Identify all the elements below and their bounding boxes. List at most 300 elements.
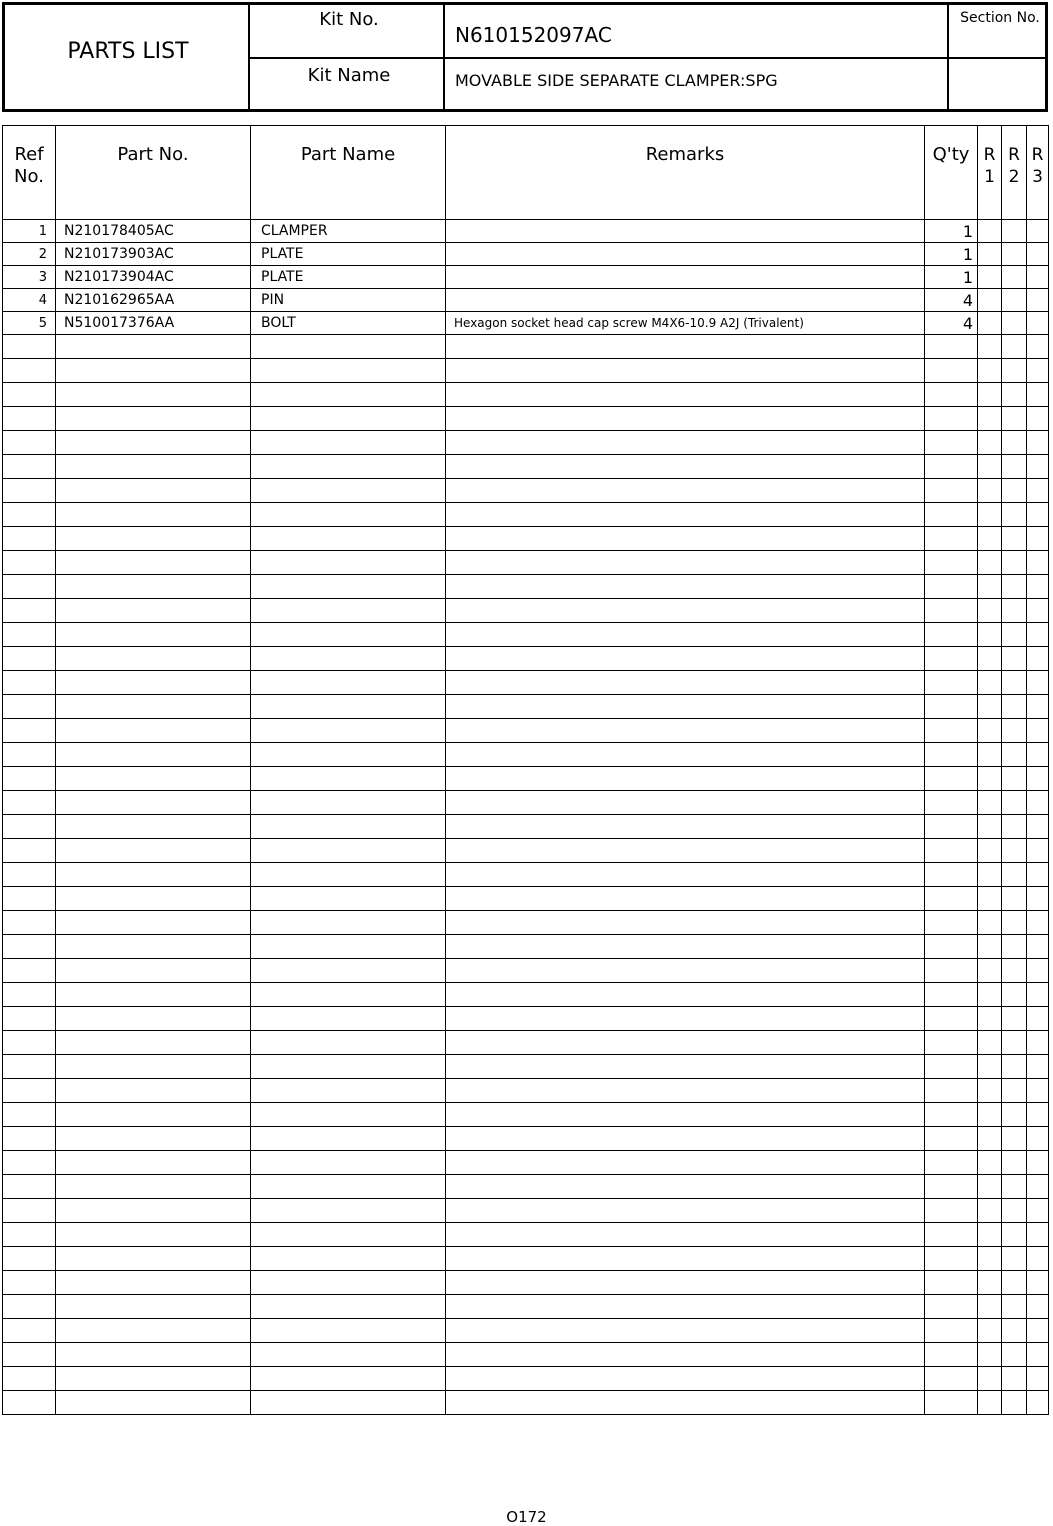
cell-qty <box>925 1175 978 1199</box>
cell-r2 <box>1002 647 1027 671</box>
cell-part-no <box>56 1055 251 1079</box>
cell-remarks <box>446 551 925 575</box>
cell-r1 <box>978 1367 1002 1391</box>
cell-remarks <box>446 647 925 671</box>
cell-r2 <box>1002 959 1027 983</box>
cell-part-name <box>251 575 446 599</box>
cell-r2 <box>1002 863 1027 887</box>
cell-part-no <box>56 1247 251 1271</box>
col-header-r3 <box>1027 126 1049 220</box>
cell-r3 <box>1027 1175 1049 1199</box>
cell-part-no <box>56 983 251 1007</box>
cell-r3 <box>1027 719 1049 743</box>
cell-remarks <box>446 1223 925 1247</box>
cell-qty <box>925 767 978 791</box>
empty-table-row <box>3 575 1049 599</box>
cell-r2 <box>1002 599 1027 623</box>
cell-r1 <box>978 767 1002 791</box>
cell-qty <box>925 791 978 815</box>
cell-part-name <box>251 1079 446 1103</box>
empty-table-row <box>3 983 1049 1007</box>
cell-r1 <box>978 935 1002 959</box>
cell-r1 <box>978 527 1002 551</box>
cell-remarks <box>446 1127 925 1151</box>
cell-qty <box>925 815 978 839</box>
cell-r1 <box>978 1247 1002 1271</box>
cell-part-name <box>251 623 446 647</box>
col-header-part-no: Part No. <box>56 126 251 220</box>
cell-part-name <box>251 527 446 551</box>
cell-r1 <box>978 1175 1002 1199</box>
cell-r2 <box>1002 1199 1027 1223</box>
cell-part-no <box>56 887 251 911</box>
cell-part-no <box>56 839 251 863</box>
col-header-r2-line1: R <box>1008 145 1020 165</box>
cell-r3 <box>1027 1343 1049 1367</box>
cell-qty <box>925 1007 978 1031</box>
cell-part-no <box>56 863 251 887</box>
empty-table-row <box>3 1367 1049 1391</box>
cell-remarks <box>446 1103 925 1127</box>
cell-part-name <box>251 863 446 887</box>
cell-part-name <box>251 839 446 863</box>
cell-part-name <box>251 455 446 479</box>
cell-r3 <box>1027 887 1049 911</box>
page-title: PARTS LIST <box>67 38 189 64</box>
cell-r3 <box>1027 695 1049 719</box>
cell-r3 <box>1027 647 1049 671</box>
cell-r2 <box>1002 1319 1027 1343</box>
parts-table-body <box>3 220 1049 1415</box>
cell-r2 <box>1002 575 1027 599</box>
cell-remarks <box>446 266 925 289</box>
cell-r2 <box>1002 1175 1027 1199</box>
cell-r2 <box>1002 671 1027 695</box>
cell-r1 <box>978 1151 1002 1175</box>
cell-ref-no: 3 <box>3 266 56 289</box>
cell-part-no <box>56 383 251 407</box>
empty-table-row <box>3 1343 1049 1367</box>
cell-qty <box>925 455 978 479</box>
col-header-r1-line2: 1 <box>984 167 995 187</box>
cell-r1 <box>978 719 1002 743</box>
cell-r1 <box>978 743 1002 767</box>
cell-part-name <box>251 479 446 503</box>
cell-remarks <box>446 1055 925 1079</box>
cell-r1 <box>978 647 1002 671</box>
empty-table-row <box>3 1271 1049 1295</box>
cell-r3 <box>1027 431 1049 455</box>
col-header-ref <box>3 126 56 220</box>
cell-remarks <box>446 887 925 911</box>
cell-r2 <box>1002 743 1027 767</box>
cell-qty <box>925 839 978 863</box>
cell-ref-no <box>3 1223 56 1247</box>
cell-ref-no <box>3 863 56 887</box>
cell-qty <box>925 527 978 551</box>
cell-ref-no: 4 <box>3 289 56 312</box>
cell-qty <box>925 983 978 1007</box>
cell-r1 <box>978 887 1002 911</box>
cell-remarks <box>446 599 925 623</box>
cell-qty <box>925 1199 978 1223</box>
cell-ref-no <box>3 1079 56 1103</box>
cell-r1 <box>978 431 1002 455</box>
cell-ref-no <box>3 935 56 959</box>
empty-table-row <box>3 911 1049 935</box>
cell-part-name <box>251 1367 446 1391</box>
cell-part-name <box>251 599 446 623</box>
cell-qty <box>925 479 978 503</box>
table-row <box>3 220 1049 243</box>
cell-remarks <box>446 1343 925 1367</box>
cell-part-name <box>251 935 446 959</box>
col-header-r3-line1: R <box>1031 145 1044 165</box>
cell-ref-no <box>3 1151 56 1175</box>
cell-remarks <box>446 935 925 959</box>
cell-ref-no <box>3 983 56 1007</box>
cell-part-name <box>251 407 446 431</box>
cell-ref-no <box>3 1295 56 1319</box>
cell-remarks <box>446 455 925 479</box>
cell-r1 <box>978 623 1002 647</box>
cell-qty <box>925 647 978 671</box>
cell-qty: 4 <box>925 289 978 312</box>
cell-part-no <box>56 1367 251 1391</box>
cell-r1 <box>978 983 1002 1007</box>
empty-table-row <box>3 647 1049 671</box>
cell-r1 <box>978 220 1002 243</box>
cell-r1 <box>978 407 1002 431</box>
cell-r2 <box>1002 431 1027 455</box>
empty-table-row <box>3 1175 1049 1199</box>
parts-table <box>2 125 1049 1415</box>
cell-r1 <box>978 839 1002 863</box>
cell-r1 <box>978 815 1002 839</box>
cell-ref-no <box>3 503 56 527</box>
empty-table-row <box>3 839 1049 863</box>
empty-table-row <box>3 455 1049 479</box>
cell-r1 <box>978 599 1002 623</box>
cell-r3 <box>1027 1079 1049 1103</box>
cell-part-name <box>251 959 446 983</box>
cell-qty <box>925 1295 978 1319</box>
cell-ref-no <box>3 695 56 719</box>
cell-remarks <box>446 527 925 551</box>
cell-qty <box>925 1367 978 1391</box>
cell-r1 <box>978 575 1002 599</box>
cell-part-name <box>251 1271 446 1295</box>
cell-r3 <box>1027 671 1049 695</box>
cell-r3 <box>1027 1055 1049 1079</box>
empty-table-row <box>3 815 1049 839</box>
cell-r1 <box>978 1271 1002 1295</box>
cell-r2 <box>1002 503 1027 527</box>
cell-qty <box>925 911 978 935</box>
cell-remarks <box>446 383 925 407</box>
parts-list-header <box>2 2 1048 112</box>
cell-part-no <box>56 455 251 479</box>
cell-ref-no <box>3 1367 56 1391</box>
cell-part-name <box>251 1199 446 1223</box>
kit-name-label: Kit Name <box>307 65 391 86</box>
cell-r2 <box>1002 1391 1027 1415</box>
cell-qty <box>925 1055 978 1079</box>
cell-part-name <box>251 1223 446 1247</box>
cell-part-name <box>251 791 446 815</box>
cell-qty <box>925 407 978 431</box>
empty-table-row <box>3 359 1049 383</box>
cell-part-no <box>56 1391 251 1415</box>
cell-r1 <box>978 791 1002 815</box>
empty-table-row <box>3 1103 1049 1127</box>
empty-table-row <box>3 1151 1049 1175</box>
cell-part-no <box>56 1103 251 1127</box>
col-header-remarks: Remarks <box>446 126 925 220</box>
cell-qty: 1 <box>925 243 978 266</box>
cell-part-no <box>56 407 251 431</box>
table-row <box>3 312 1049 335</box>
empty-table-row <box>3 1319 1049 1343</box>
empty-table-row <box>3 743 1049 767</box>
cell-qty <box>925 1031 978 1055</box>
empty-table-row <box>3 479 1049 503</box>
empty-table-row <box>3 791 1049 815</box>
cell-qty <box>925 863 978 887</box>
cell-r3 <box>1027 959 1049 983</box>
cell-r1 <box>978 1055 1002 1079</box>
col-header-r3-line2: 3 <box>1032 167 1043 187</box>
cell-ref-no <box>3 575 56 599</box>
cell-remarks <box>446 1367 925 1391</box>
empty-table-row <box>3 599 1049 623</box>
cell-qty <box>925 335 978 359</box>
cell-ref-no: 1 <box>3 220 56 243</box>
cell-part-name <box>251 983 446 1007</box>
cell-part-no <box>56 503 251 527</box>
cell-part-no <box>56 623 251 647</box>
cell-remarks <box>446 1271 925 1295</box>
cell-part-no <box>56 575 251 599</box>
cell-r2 <box>1002 1103 1027 1127</box>
cell-part-name <box>251 1007 446 1031</box>
cell-ref-no <box>3 335 56 359</box>
empty-table-row <box>3 935 1049 959</box>
cell-r3 <box>1027 1199 1049 1223</box>
cell-ref-no <box>3 815 56 839</box>
cell-part-name <box>251 551 446 575</box>
kit-no-value: N610152097AC <box>455 23 612 47</box>
table-header-row <box>3 126 1049 220</box>
cell-r1 <box>978 359 1002 383</box>
cell-part-no <box>56 431 251 455</box>
cell-r2 <box>1002 935 1027 959</box>
cell-r3 <box>1027 767 1049 791</box>
cell-r1 <box>978 1103 1002 1127</box>
cell-ref-no <box>3 359 56 383</box>
cell-ref-no <box>3 383 56 407</box>
cell-part-no <box>56 1271 251 1295</box>
cell-part-no <box>56 815 251 839</box>
cell-part-name <box>251 431 446 455</box>
cell-r2 <box>1002 220 1027 243</box>
cell-part-no <box>56 1031 251 1055</box>
cell-remarks <box>446 959 925 983</box>
cell-part-name <box>251 887 446 911</box>
empty-table-row <box>3 431 1049 455</box>
cell-r2 <box>1002 1007 1027 1031</box>
cell-part-name: BOLT <box>251 312 446 335</box>
col-header-part-name: Part Name <box>251 126 446 220</box>
cell-r1 <box>978 959 1002 983</box>
cell-qty <box>925 383 978 407</box>
cell-remarks <box>446 719 925 743</box>
cell-r2 <box>1002 312 1027 335</box>
cell-qty <box>925 1151 978 1175</box>
cell-r2 <box>1002 1271 1027 1295</box>
cell-r3 <box>1027 1031 1049 1055</box>
cell-r1 <box>978 479 1002 503</box>
cell-r1 <box>978 1343 1002 1367</box>
cell-ref-no <box>3 551 56 575</box>
cell-r3 <box>1027 383 1049 407</box>
cell-r3 <box>1027 359 1049 383</box>
cell-part-name <box>251 647 446 671</box>
cell-part-no <box>56 647 251 671</box>
cell-part-no <box>56 767 251 791</box>
cell-part-name <box>251 1151 446 1175</box>
cell-qty <box>925 551 978 575</box>
cell-r2 <box>1002 1343 1027 1367</box>
cell-r2 <box>1002 359 1027 383</box>
cell-r1 <box>978 1391 1002 1415</box>
cell-remarks <box>446 1247 925 1271</box>
cell-r3 <box>1027 407 1049 431</box>
cell-r3 <box>1027 935 1049 959</box>
cell-r1 <box>978 289 1002 312</box>
cell-remarks <box>446 220 925 243</box>
cell-qty <box>925 1391 978 1415</box>
cell-remarks <box>446 1007 925 1031</box>
cell-qty <box>925 695 978 719</box>
cell-r2 <box>1002 1295 1027 1319</box>
cell-part-no <box>56 959 251 983</box>
cell-remarks <box>446 743 925 767</box>
cell-part-no <box>56 911 251 935</box>
cell-r1 <box>978 1319 1002 1343</box>
cell-part-name <box>251 695 446 719</box>
empty-table-row <box>3 1199 1049 1223</box>
cell-part-no <box>56 479 251 503</box>
cell-part-no <box>56 1151 251 1175</box>
cell-r2 <box>1002 1367 1027 1391</box>
cell-ref-no: 5 <box>3 312 56 335</box>
cell-r2 <box>1002 839 1027 863</box>
cell-r3 <box>1027 599 1049 623</box>
cell-r3 <box>1027 1127 1049 1151</box>
cell-qty <box>925 671 978 695</box>
cell-ref-no <box>3 623 56 647</box>
cell-ref-no <box>3 791 56 815</box>
cell-qty <box>925 1247 978 1271</box>
cell-ref-no <box>3 407 56 431</box>
cell-part-no <box>56 1127 251 1151</box>
cell-ref-no <box>3 455 56 479</box>
col-header-r2-line2: 2 <box>1008 167 1020 187</box>
cell-remarks <box>446 335 925 359</box>
cell-qty <box>925 743 978 767</box>
cell-r2 <box>1002 1079 1027 1103</box>
cell-r3 <box>1027 312 1049 335</box>
cell-qty <box>925 359 978 383</box>
cell-qty <box>925 431 978 455</box>
cell-part-name <box>251 1391 446 1415</box>
cell-part-no <box>56 551 251 575</box>
col-header-r1-line1: R <box>983 145 996 165</box>
empty-table-row <box>3 503 1049 527</box>
cell-r3 <box>1027 839 1049 863</box>
section-no-label: Section No. <box>960 10 1040 26</box>
cell-ref-no <box>3 1175 56 1199</box>
cell-qty: 4 <box>925 312 978 335</box>
kit-name-value: MOVABLE SIDE SEPARATE CLAMPER:SPG <box>455 71 778 90</box>
cell-part-name <box>251 1175 446 1199</box>
cell-qty <box>925 1271 978 1295</box>
cell-remarks <box>446 575 925 599</box>
empty-table-row <box>3 551 1049 575</box>
cell-ref-no <box>3 911 56 935</box>
cell-r3 <box>1027 551 1049 575</box>
cell-part-name <box>251 671 446 695</box>
cell-part-name <box>251 743 446 767</box>
cell-r2 <box>1002 767 1027 791</box>
empty-table-row <box>3 335 1049 359</box>
cell-part-name <box>251 1055 446 1079</box>
cell-r2 <box>1002 695 1027 719</box>
empty-table-row <box>3 407 1049 431</box>
cell-qty <box>925 1079 978 1103</box>
cell-r2 <box>1002 983 1027 1007</box>
empty-table-row <box>3 767 1049 791</box>
cell-r3 <box>1027 1223 1049 1247</box>
cell-r3 <box>1027 575 1049 599</box>
cell-remarks <box>446 1391 925 1415</box>
cell-ref-no <box>3 1247 56 1271</box>
page-id: O172 <box>506 1508 547 1526</box>
empty-table-row <box>3 1007 1049 1031</box>
cell-part-name <box>251 1343 446 1367</box>
cell-r2 <box>1002 479 1027 503</box>
cell-part-no <box>56 1223 251 1247</box>
cell-ref-no <box>3 671 56 695</box>
cell-r1 <box>978 312 1002 335</box>
empty-table-row <box>3 1295 1049 1319</box>
cell-part-no <box>56 671 251 695</box>
cell-r2 <box>1002 289 1027 312</box>
cell-remarks <box>446 359 925 383</box>
cell-remarks <box>446 1199 925 1223</box>
cell-r3 <box>1027 479 1049 503</box>
cell-remarks <box>446 863 925 887</box>
cell-part-no <box>56 1175 251 1199</box>
col-header-ref-line2: No. <box>14 166 44 187</box>
cell-r1 <box>978 911 1002 935</box>
cell-part-no <box>56 1199 251 1223</box>
empty-table-row <box>3 719 1049 743</box>
cell-part-no: N210162965AA <box>56 289 251 312</box>
cell-r1 <box>978 243 1002 266</box>
cell-remarks <box>446 911 925 935</box>
